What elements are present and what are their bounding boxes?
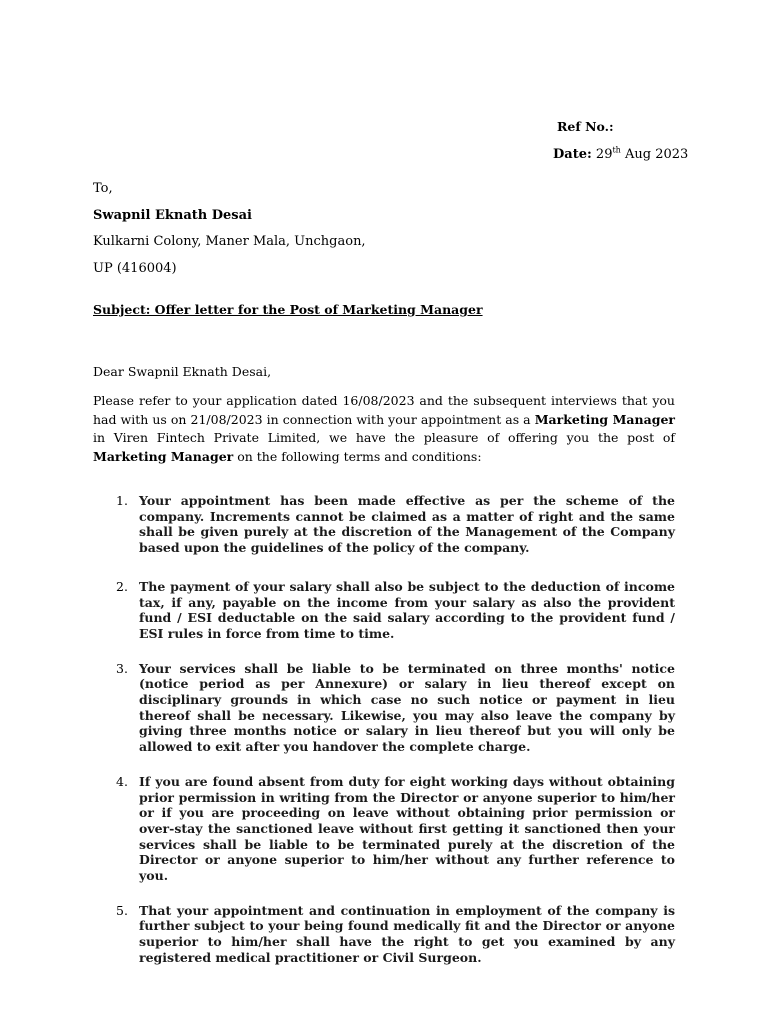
- recipient-address-line2: UP (416004): [93, 261, 177, 276]
- intro-part3: on the following terms and conditions:: [233, 448, 482, 464]
- date-day: 29: [595, 147, 613, 162]
- date-label: Date:: [553, 147, 592, 162]
- term-item: [93, 903, 675, 966]
- to-line: To,: [93, 181, 113, 196]
- term-number: 1.: [116, 493, 128, 508]
- term-item: [93, 493, 675, 556]
- subject-line: Subject: Offer letter for the Post of Marketing Manager: [93, 302, 483, 317]
- term-text: Your appointment has been made effective as per the scheme of the company. Increments cannot be claimed as a matter of right and the same shall be given purely at the discretion of the Management of the Company based upon the guidelines of the policy of the company.: [139, 493, 675, 556]
- intro-role1: Marketing Manager: [534, 411, 676, 427]
- term-text: Your services shall be liable to be terminated on three months' notice (notice period as per Annexure) or salary in lieu thereof except on disciplinary grounds in which case no such notice or payment in lieu thereof shall be necessary. Likewise, you may also leave the company by giving three months notice or salary in lieu thereof but you will only be allowed to exit after you handover the complete charge.: [139, 660, 675, 755]
- recipient-name: Swapnil Eknath Desai: [93, 208, 252, 223]
- date-suffix: th: [612, 145, 621, 155]
- intro-paragraph: [93, 392, 675, 466]
- terms-list: [93, 493, 675, 966]
- date-month-year: Aug 2023: [624, 147, 689, 162]
- term-number: 5.: [116, 902, 128, 918]
- term-item: [93, 661, 675, 755]
- salutation: Dear Swapnil Eknath Desai,: [93, 364, 272, 379]
- term-number: 4.: [116, 773, 128, 789]
- term-number: 3.: [116, 660, 128, 676]
- intro-part1: Please refer to your application dated 16/08/2023 and the subsequent interviews that you had with us on 21/08/2023 in connection with your appointment as a: [93, 393, 675, 427]
- intro-part2: in Viren Fintech Private Limited, we have the pleasure of offering you the post of: [93, 430, 675, 445]
- ref-number: Ref No.:: [557, 119, 614, 134]
- letter-date: [553, 147, 688, 162]
- term-text: That your appointment and continuation in employment of the company is further subject to your being found medically fit and the Director or anyone superior to him/her shall have the right to get you examined by any registered medical practitioner or Civil Surgeon.: [139, 902, 675, 965]
- term-number: 2.: [116, 578, 128, 594]
- term-text: If you are found absent from duty for eight working days without obtaining prior permission in writing from the Director or anyone superior to him/her or if you are proceeding on leave without obtaining prior permission or over-stay the sanctioned leave without first getting it sanctioned then your services shall be liable to be terminated purely at the discretion of the Director or anyone superior to him/her without any further reference to you.: [139, 773, 675, 884]
- term-item: [93, 579, 675, 642]
- intro-role2: Marketing Manager: [93, 448, 234, 464]
- term-item: [93, 774, 675, 884]
- term-text: The payment of your salary shall also be subject to the deduction of income tax, if any, payable on the income from your salary as also the provident fund / ESI deductable on the said salary according to the provident fund / ESI rules in force from time to time.: [139, 578, 675, 641]
- recipient-address-line1: Kulkarni Colony, Maner Mala, Unchgaon,: [93, 234, 366, 249]
